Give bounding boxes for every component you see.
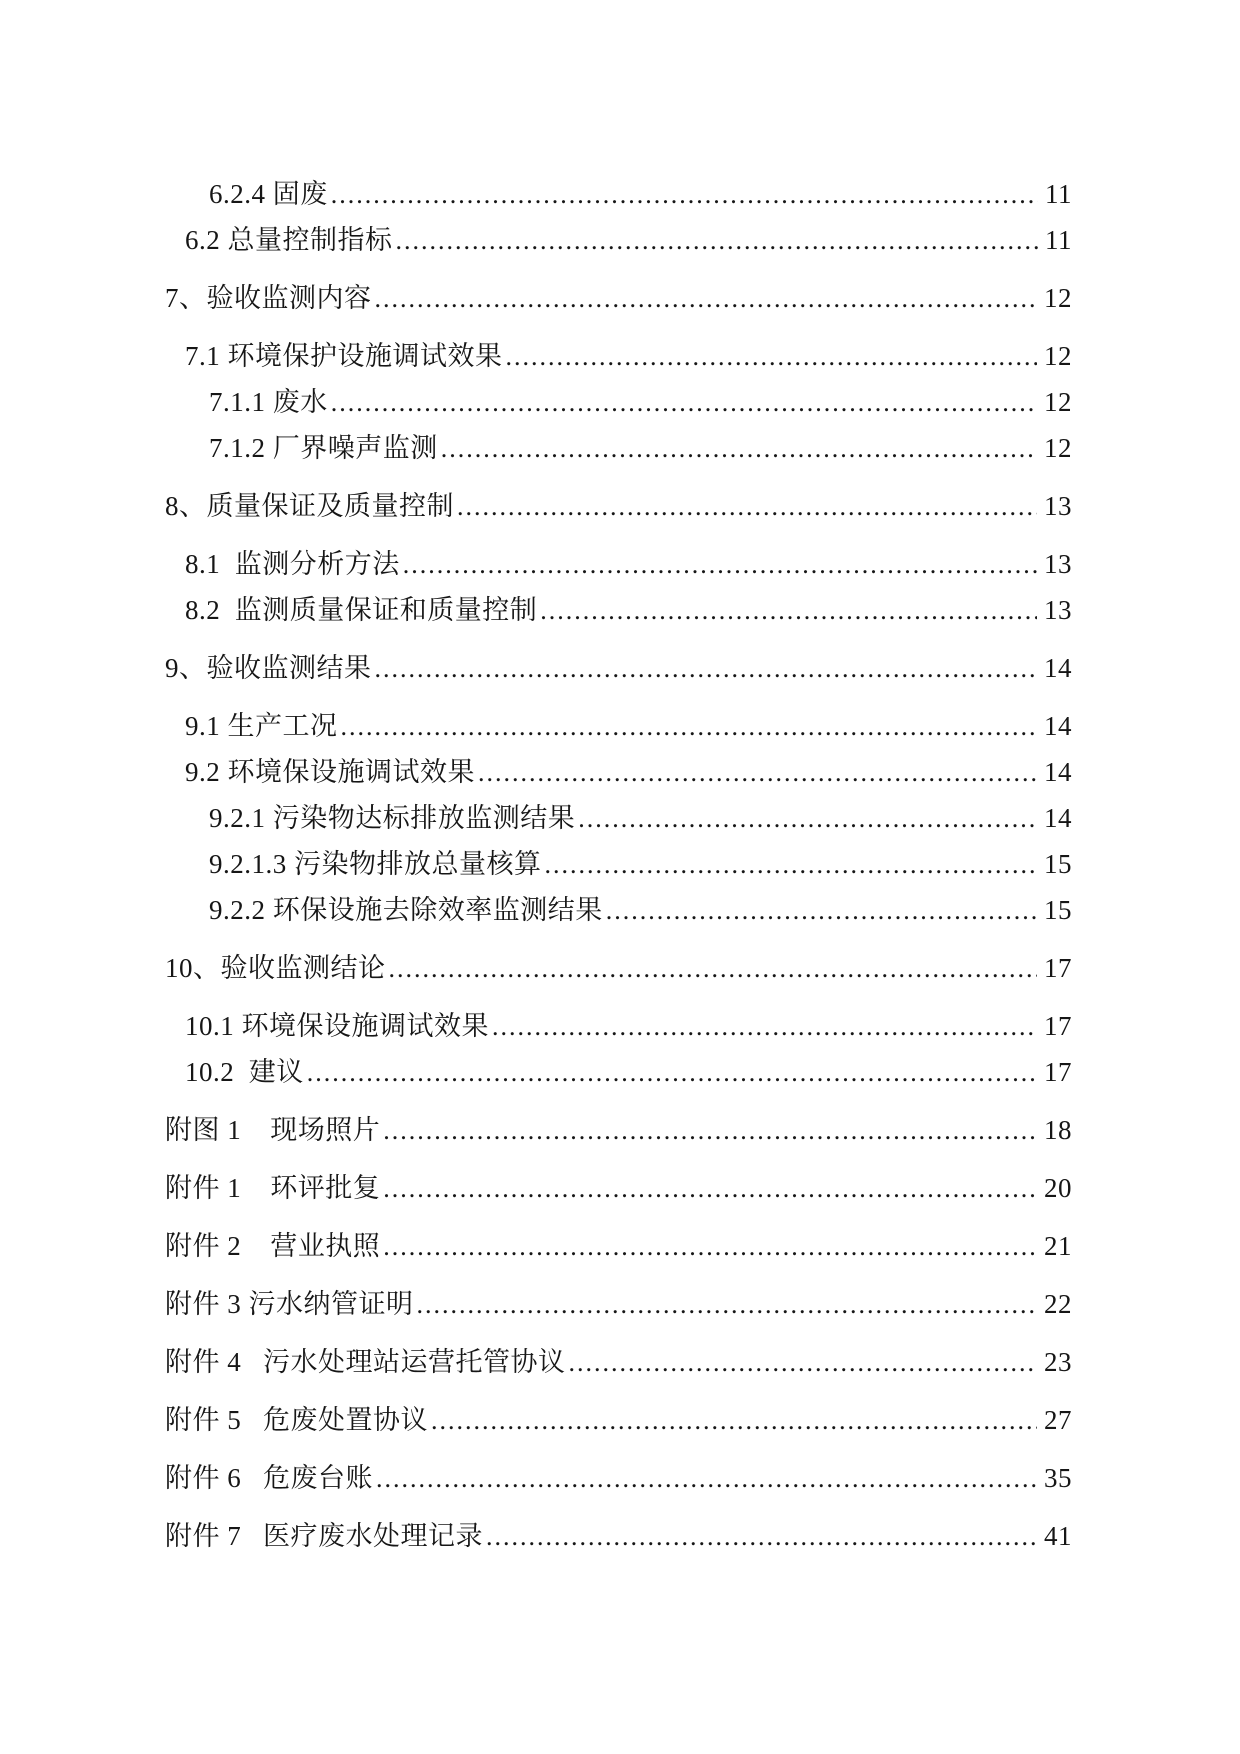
toc-entry[interactable] xyxy=(165,277,1072,320)
toc-entry-page: 21 xyxy=(1044,1231,1072,1261)
toc-entry-title: 9.2.1.3 污染物排放总量核算 xyxy=(209,849,542,879)
toc-entry-title: 8、质量保证及质量控制 xyxy=(165,491,454,521)
toc-entry-page: 13 xyxy=(1044,549,1072,579)
toc-entry-title: 9.1 生产工况 xyxy=(185,711,338,741)
toc-leader-dots xyxy=(478,751,1037,794)
toc-entry-page: 12 xyxy=(1044,433,1072,463)
toc-entry-title: 7.1.1 废水 xyxy=(209,387,328,417)
toc-entry-page: 13 xyxy=(1044,595,1072,625)
toc-entry[interactable] xyxy=(165,751,1072,794)
toc-leader-dots xyxy=(376,1457,1037,1500)
toc-leader-dots xyxy=(331,173,1038,216)
toc-entry-page: 12 xyxy=(1044,341,1072,371)
toc-leader-dots xyxy=(431,1399,1037,1442)
toc-entry-title: 9.2.2 环保设施去除效率监测结果 xyxy=(209,895,603,925)
toc-entry[interactable] xyxy=(165,797,1072,840)
toc-entry[interactable] xyxy=(165,485,1072,528)
toc-entry-page: 17 xyxy=(1044,1057,1072,1087)
toc-entry[interactable] xyxy=(165,1515,1072,1558)
toc-entry[interactable] xyxy=(165,589,1072,632)
toc-entry-page: 14 xyxy=(1044,711,1072,741)
toc-entry-title: 7.1.2 厂界噪声监测 xyxy=(209,433,438,463)
toc-leader-dots xyxy=(331,381,1037,424)
toc-entry-page: 27 xyxy=(1044,1405,1072,1435)
toc-leader-dots xyxy=(389,947,1038,990)
toc-entry-page: 14 xyxy=(1044,757,1072,787)
toc-entry-title: 附件 6 危废台账 xyxy=(165,1463,373,1493)
toc-entry[interactable] xyxy=(165,1399,1072,1442)
toc-entry-title: 9、验收监测结果 xyxy=(165,653,372,683)
toc-leader-dots xyxy=(506,335,1038,378)
toc-entry-title: 10、验收监测结论 xyxy=(165,953,386,983)
toc-entry-title: 10.1 环境保设施调试效果 xyxy=(185,1011,489,1041)
toc-entry[interactable] xyxy=(165,889,1072,932)
toc-entry-page: 23 xyxy=(1044,1347,1072,1377)
toc-entry-title: 附件 5 危废处置协议 xyxy=(165,1405,428,1435)
toc-entry-title: 附件 1 环评批复 xyxy=(165,1173,381,1203)
toc-leader-dots xyxy=(307,1051,1037,1094)
toc-entry-title: 附件 3 污水纳管证明 xyxy=(165,1289,414,1319)
toc-entry[interactable] xyxy=(165,1005,1072,1048)
toc-entry[interactable] xyxy=(165,843,1072,886)
toc-entry-page: 18 xyxy=(1044,1115,1072,1145)
toc-entry[interactable] xyxy=(165,427,1072,470)
toc-entry-page: 17 xyxy=(1044,953,1072,983)
toc-entry-page: 20 xyxy=(1044,1173,1072,1203)
toc-entry-title: 7.1 环境保护设施调试效果 xyxy=(185,341,503,371)
toc-entry-page: 22 xyxy=(1044,1289,1072,1319)
toc-leader-dots xyxy=(383,1167,1037,1210)
toc-leader-dots xyxy=(341,705,1038,748)
toc-entry[interactable] xyxy=(165,173,1072,216)
toc-leader-dots xyxy=(403,543,1037,586)
toc-entry-title: 附件 2 营业执照 xyxy=(165,1231,381,1261)
toc-entry[interactable] xyxy=(165,219,1072,262)
toc-leader-dots xyxy=(578,797,1037,840)
toc-entry[interactable] xyxy=(165,1283,1072,1326)
toc-entry-page: 13 xyxy=(1044,491,1072,521)
toc-entry[interactable] xyxy=(165,1225,1072,1268)
toc-entry-title: 6.2 总量控制指标 xyxy=(185,225,393,255)
toc-entry-title: 附件 4 污水处理站运营托管协议 xyxy=(165,1347,566,1377)
toc-entry-page: 12 xyxy=(1044,387,1072,417)
toc-entry-title: 6.2.4 固废 xyxy=(209,179,328,209)
toc-leader-dots xyxy=(375,647,1038,690)
toc-leader-dots xyxy=(417,1283,1038,1326)
toc-entry[interactable] xyxy=(165,947,1072,990)
toc-leader-dots xyxy=(441,427,1037,470)
toc-leader-dots xyxy=(545,843,1038,886)
toc-entry-page: 11 xyxy=(1045,179,1072,209)
toc-entry-title: 9.2.1 污染物达标排放监测结果 xyxy=(209,803,576,833)
toc-entry-title: 9.2 环境保设施调试效果 xyxy=(185,757,475,787)
toc-leader-dots xyxy=(396,219,1039,262)
toc-leader-dots xyxy=(457,485,1037,528)
toc-entry[interactable] xyxy=(165,335,1072,378)
toc-entry-page: 15 xyxy=(1044,895,1072,925)
toc-entry-title: 7、验收监测内容 xyxy=(165,283,372,313)
toc-entry[interactable] xyxy=(165,1457,1072,1500)
toc-leader-dots xyxy=(486,1515,1037,1558)
toc-list xyxy=(165,173,1072,1558)
toc-entry[interactable] xyxy=(165,1051,1072,1094)
toc-leader-dots xyxy=(375,277,1038,320)
toc-entry-title: 附图 1 现场照片 xyxy=(165,1115,381,1145)
toc-leader-dots xyxy=(569,1341,1038,1384)
toc-entry[interactable] xyxy=(165,543,1072,586)
toc-entry-page: 14 xyxy=(1044,803,1072,833)
toc-leader-dots xyxy=(606,889,1037,932)
toc-entry-title: 8.1 监测分析方法 xyxy=(185,549,400,579)
toc-leader-dots xyxy=(540,589,1037,632)
toc-entry[interactable] xyxy=(165,1109,1072,1152)
toc-entry[interactable] xyxy=(165,705,1072,748)
toc-entry-page: 17 xyxy=(1044,1011,1072,1041)
toc-leader-dots xyxy=(492,1005,1037,1048)
toc-entry-page: 15 xyxy=(1044,849,1072,879)
toc-entry-page: 12 xyxy=(1044,283,1072,313)
toc-entry-page: 41 xyxy=(1044,1521,1072,1551)
toc-entry-title: 8.2 监测质量保证和质量控制 xyxy=(185,595,538,625)
toc-entry[interactable] xyxy=(165,381,1072,424)
toc-entry-title: 10.2 建议 xyxy=(185,1057,304,1087)
toc-leader-dots xyxy=(383,1109,1037,1152)
toc-entry-page: 11 xyxy=(1045,225,1072,255)
toc-entry-page: 14 xyxy=(1044,653,1072,683)
toc-entry[interactable] xyxy=(165,647,1072,690)
toc-entry-title: 附件 7 医疗废水处理记录 xyxy=(165,1521,483,1551)
toc-entry[interactable] xyxy=(165,1341,1072,1384)
toc-entry-page: 35 xyxy=(1044,1463,1072,1493)
toc-entry[interactable] xyxy=(165,1167,1072,1210)
toc-leader-dots xyxy=(383,1225,1037,1268)
